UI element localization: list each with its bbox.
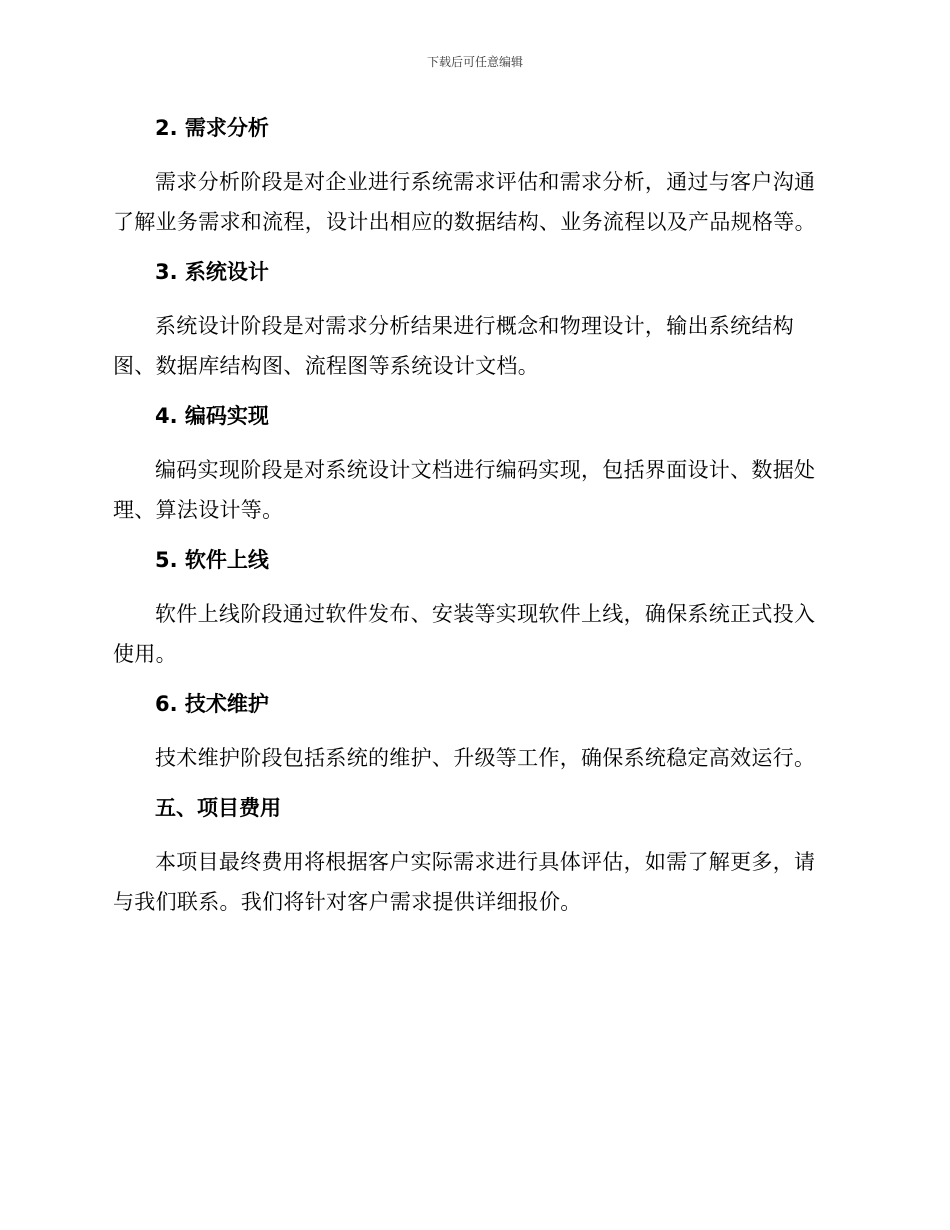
section-heading-maintenance: 6. 技术维护 xyxy=(155,692,269,716)
page-header: 下载后可任意编辑 xyxy=(426,55,523,69)
section-heading-system-design: 3. 系统设计 xyxy=(155,260,269,284)
section-heading-requirements: 2. 需求分析 xyxy=(155,116,269,140)
section-body-project-cost: 本项目最终费用将根据客户实际需求进行具体评估，如需了解更多，请与我们联系。我们将针对客户需求提供详细报价。 xyxy=(113,850,816,914)
section-heading-coding: 4. 编码实现 xyxy=(155,404,269,428)
section-heading-project-cost: 五、项目费用 xyxy=(155,796,281,820)
section-body-requirements: 需求分析阶段是对企业进行系统需求评估和需求分析，通过与客户沟通了解业务需求和流程，设计出相应的数据结构、业务流程以及产品规格等。 xyxy=(113,170,816,234)
section-body-coding: 编码实现阶段是对系统设计文档进行编码实现，包括界面设计、数据处理、算法设计等。 xyxy=(113,458,816,522)
section-body-launch: 软件上线阶段通过软件发布、安装等实现软件上线，确保系统正式投入使用。 xyxy=(113,602,816,666)
section-body-system-design: 系统设计阶段是对需求分析结果进行概念和物理设计，输出系统结构图、数据库结构图、流程图等系统设计文档。 xyxy=(113,314,794,378)
section-body-maintenance: 技术维护阶段包括系统的维护、升级等工作，确保系统稳定高效运行。 xyxy=(155,746,816,770)
document-body xyxy=(113,108,833,932)
section-heading-launch: 5. 软件上线 xyxy=(155,548,269,572)
